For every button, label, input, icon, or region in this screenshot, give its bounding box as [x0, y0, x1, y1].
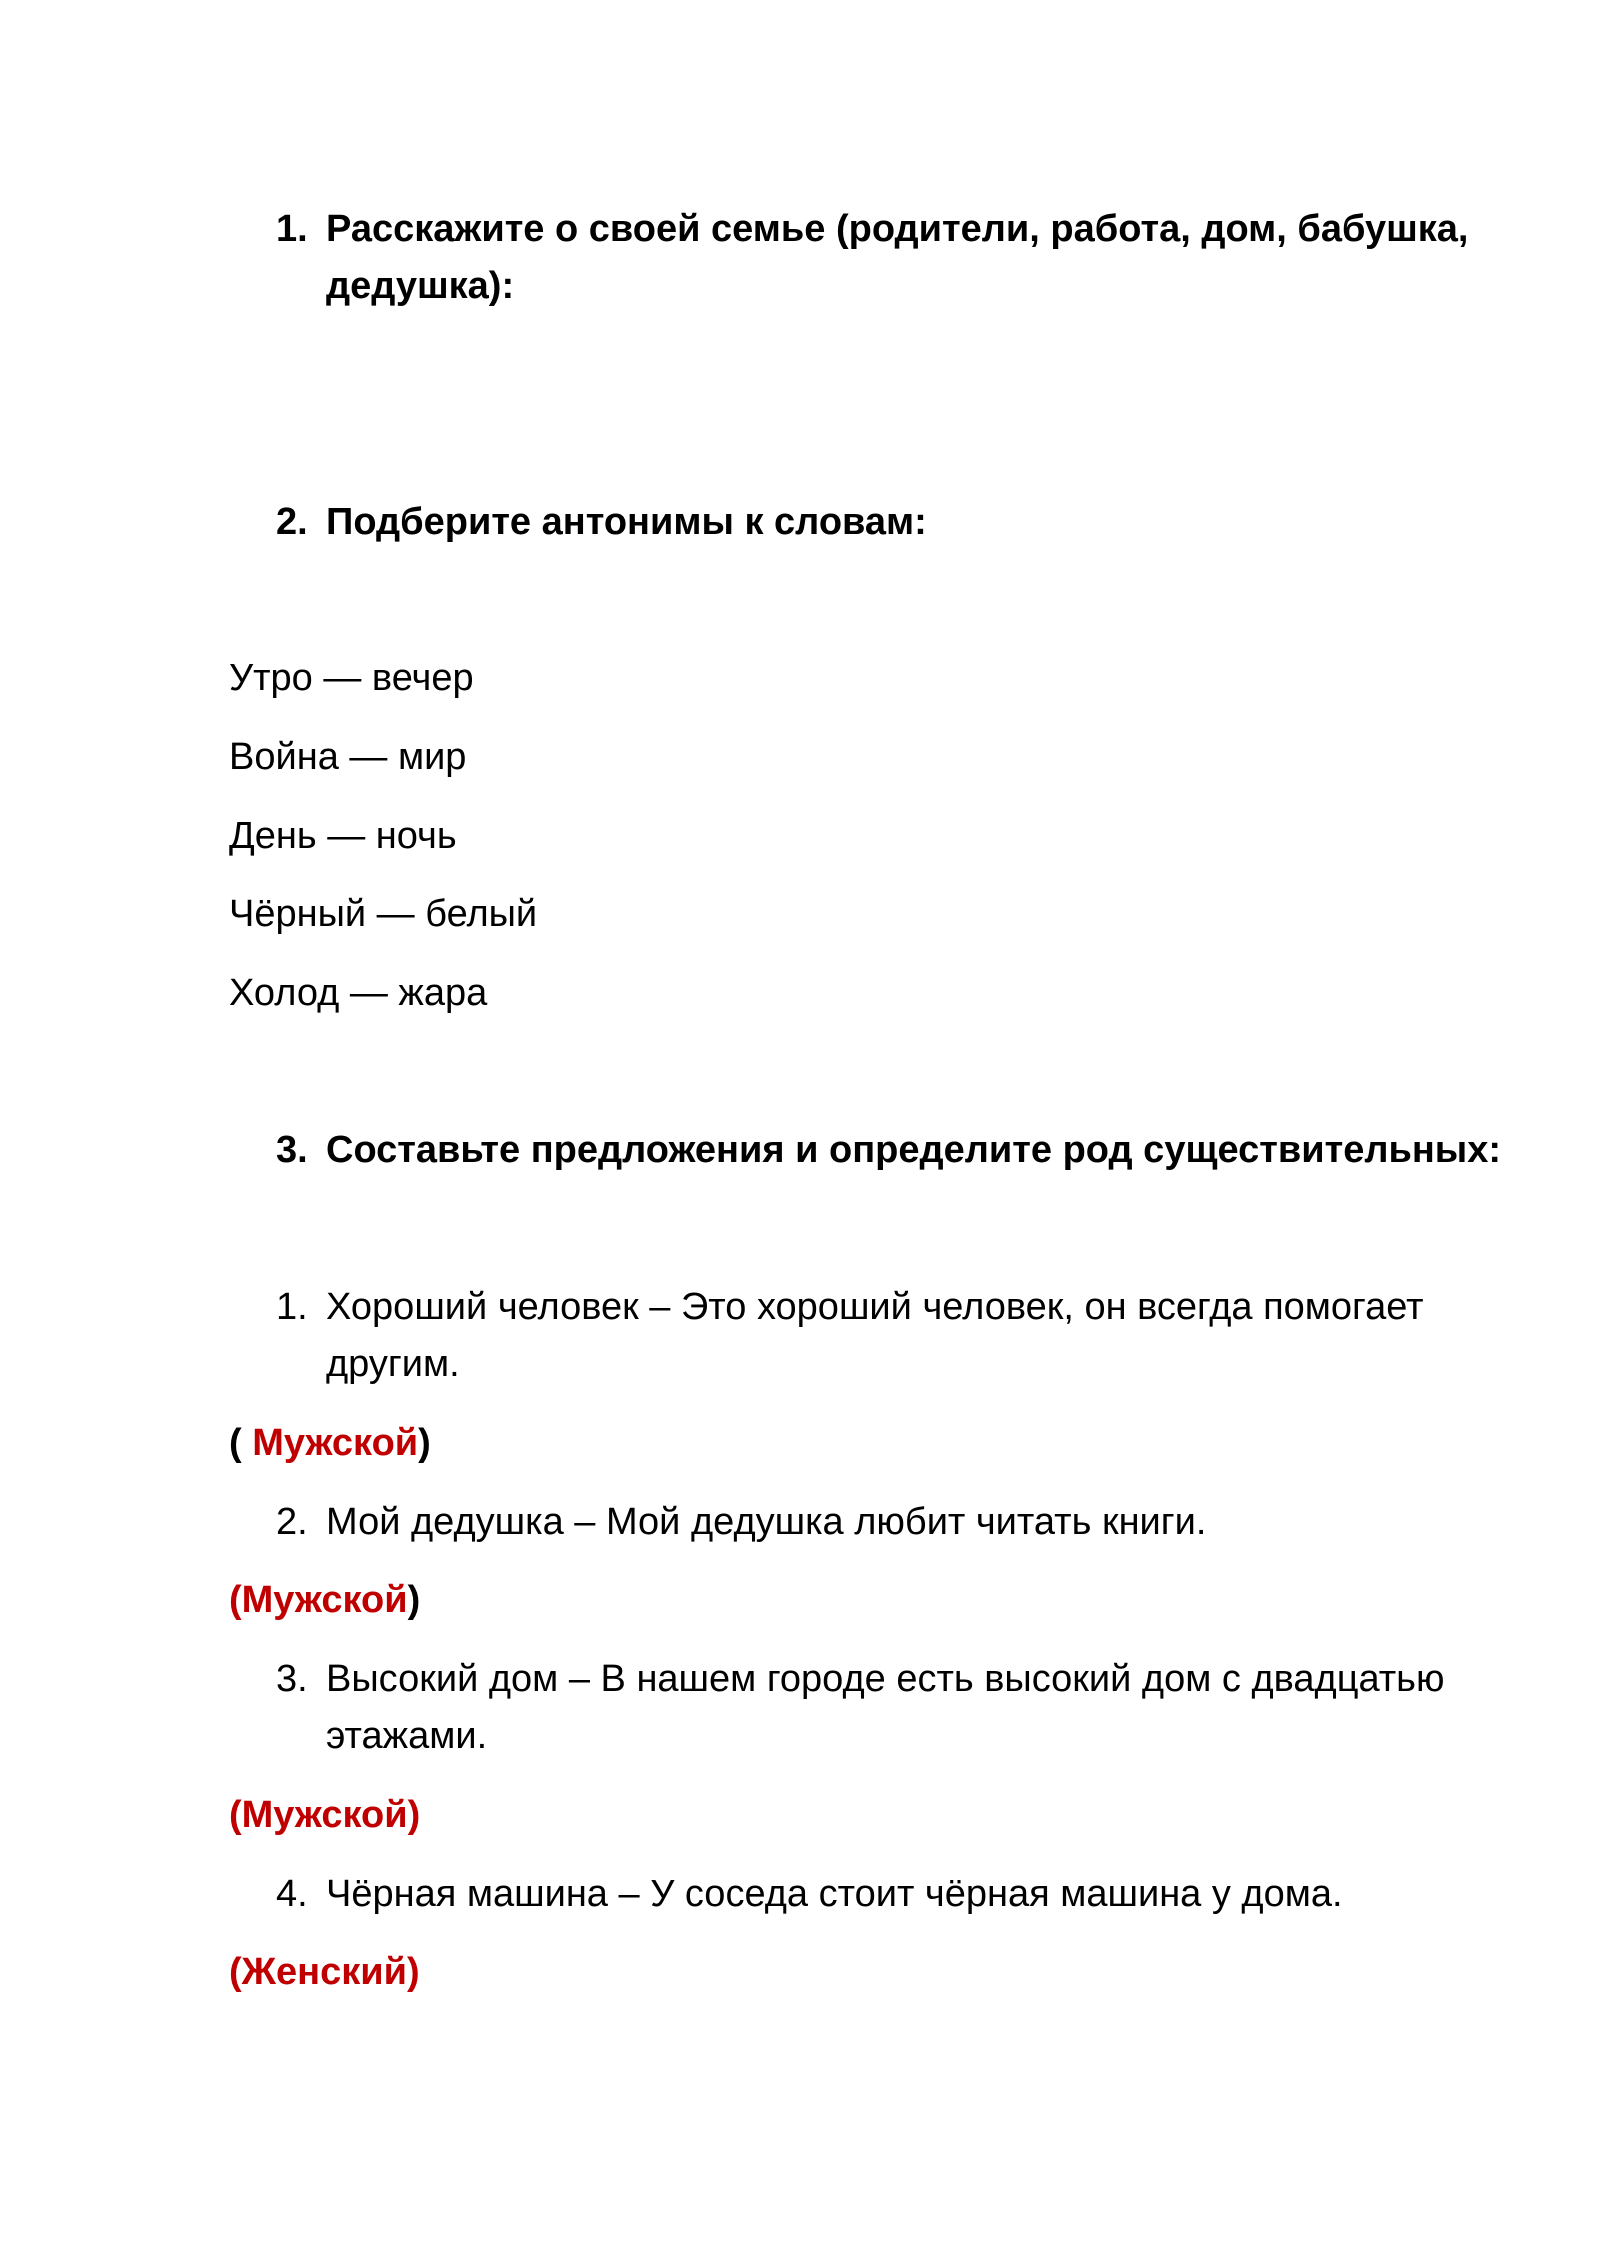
antonym-pair: День — ночь: [229, 815, 457, 857]
antonym-pair: Холод — жара: [229, 972, 488, 1014]
gender-bracket-close: ): [418, 1422, 431, 1464]
section-1-heading-line-1: Расскажите о своей семье (родители, работа, дом, бабушка,: [326, 208, 1469, 250]
section-3-heading: Составьте предложения и определите род существительных:: [326, 1129, 1502, 1171]
antonym-pair: Война — мир: [229, 736, 467, 778]
section-3-number: 3.: [276, 1129, 308, 1171]
gender-label: [229, 1572, 420, 1629]
sentence-item-number: 1.: [276, 1286, 308, 1328]
sentence-item-number: 3.: [276, 1658, 308, 1700]
sentence-item-line-2: этажами.: [326, 1715, 488, 1757]
antonym-pair: Чёрный — белый: [229, 893, 538, 935]
gender-value: (Женский): [229, 1951, 420, 1993]
gender-label: [229, 1787, 420, 1844]
sentence-item-line-1: Хороший человек – Это хороший человек, он всегда помогает: [326, 1286, 1424, 1328]
gender-value: Мужской: [252, 1422, 419, 1464]
section-2-heading: Подберите антонимы к словам:: [326, 501, 927, 543]
gender-bracket-close: ): [407, 1579, 421, 1621]
gender-value: (Мужской): [229, 1794, 421, 1836]
sentence-item-number: 2.: [276, 1501, 308, 1543]
sentence-item-line-2: другим.: [326, 1343, 460, 1385]
section-1-number: 1.: [276, 208, 308, 250]
sentence-item-line-1: Высокий дом – В нашем городе есть высокий дом с двадцатью: [326, 1658, 1445, 1700]
gender-value: (Мужской: [229, 1579, 408, 1621]
gender-label: [229, 1415, 431, 1472]
sentence-item-line-1: Чёрная машина – У соседа стоит чёрная машина у дома.: [326, 1873, 1343, 1915]
section-2-number: 2.: [276, 501, 308, 543]
sentence-item-line-1: Мой дедушка – Мой дедушка любит читать книги.: [326, 1501, 1207, 1543]
sentence-item-number: 4.: [276, 1873, 308, 1915]
gender-label: [229, 1944, 420, 2001]
antonym-pair: Утро — вечер: [229, 657, 474, 699]
section-1-heading-line-2: дедушка):: [326, 265, 515, 307]
gender-bracket-open: (: [229, 1422, 253, 1464]
